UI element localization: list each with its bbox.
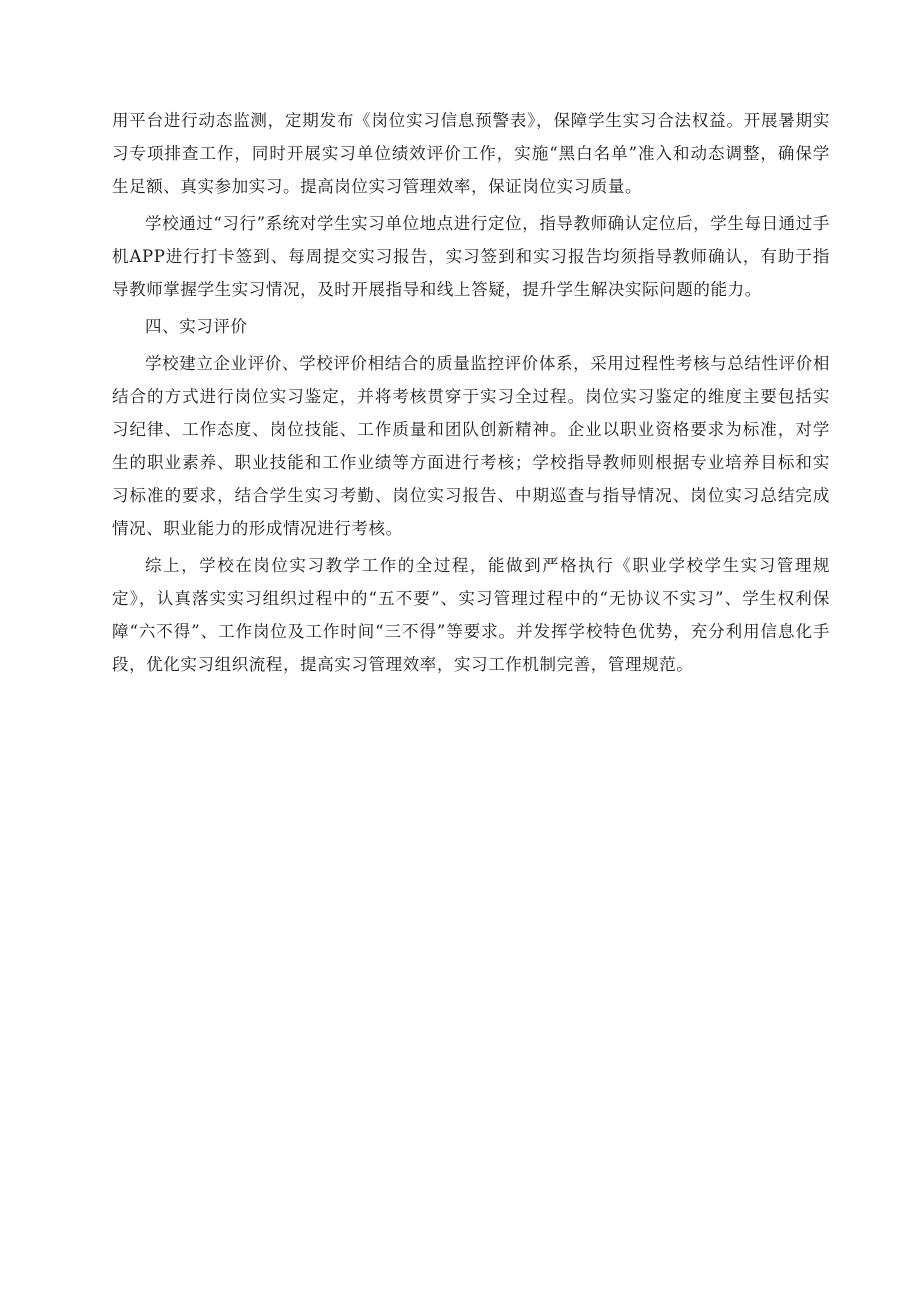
paragraph-platform-monitoring: 用平台进行动态监测，定期发布《岗位实习信息预警表》，保障学生实习合法权益。开展暑期实习专项排查工作，同时开展实习单位绩效评价工作，实施“黑白名单”准入和动态调整，确保学生足额、真实参加实习。提高岗位实习管理效率，保证岗位实习质量。 xyxy=(112,111,830,196)
paragraph-summary: 综上，学校在岗位实习教学工作的全过程，能做到严格执行《职业学校学生实习管理规定》，认真落实实习组织过程中的“五不要”、实习管理过程中的“无协议不实习”、学生权利保障“六不得”、工作岗位及工作时间“三不得”等要求。并发挥学校特色优势，充分利用信息化手段，优化实习组织流程，提高实习管理效率，实习工作机制完善，管理规范。 xyxy=(112,556,830,674)
document-body xyxy=(112,104,830,685)
paragraph-evaluation-system: 学校建立企业评价、学校评价相结合的质量监控评价体系，采用过程性考核与总结性评价相结合的方式进行岗位实习鉴定，并将考核贯穿于实习全过程。岗位实习鉴定的维度主要包括实习纪律、工作态度、岗位技能、工作质量和团队创新精神。企业以职业资格要求为标准，对学生的职业素养、职业技能和工作业绩等方面进行考核；学校指导教师则根据专业培养目标和实习标准的要求，结合学生实习考勤、岗位实习报告、中期巡查与指导情况、岗位实习总结完成情况、职业能力的形成情况进行考核。 xyxy=(112,354,830,538)
paragraph-xixing-system: 学校通过“习行”系统对学生实习单位地点进行定位，指导教师确认定位后，学生每日通过手机APP进行打卡签到、每周提交实习报告，实习签到和实习报告均须指导教师确认，有助于指导教师掌握学生实习情况，及时开展指导和线上答疑，提升学生解决实际问题的能力。 xyxy=(112,214,830,299)
section-heading-internship-evaluation: 四、实习评价 xyxy=(145,317,248,336)
